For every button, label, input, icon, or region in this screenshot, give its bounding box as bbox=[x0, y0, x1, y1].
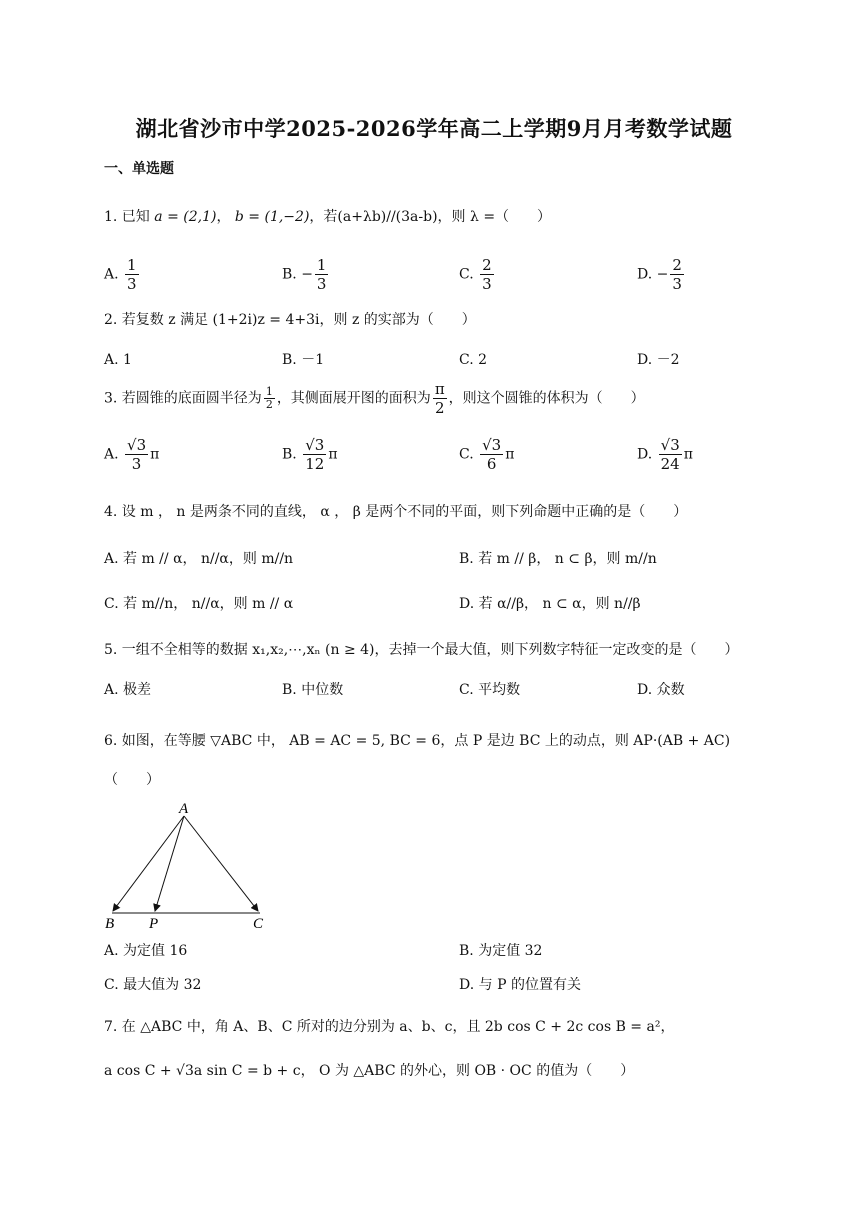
vector-ab bbox=[113, 816, 184, 911]
question-4-stem: 4. 设 m ， n 是两条不同的直线， α ， β 是两个不同的平面，则下列命题中正确的是（ ） bbox=[104, 504, 688, 520]
q6-option-b[interactable]: B. 为定值 32 bbox=[459, 943, 543, 959]
page-title: 湖北省沙市中学2025-2026学年高二上学期9月月考数学试题 bbox=[135, 116, 733, 141]
label-p: P bbox=[149, 916, 159, 932]
label-b: B bbox=[105, 916, 115, 932]
q3-option-d[interactable]: D. $\frac{√3}{24}$ π bbox=[637, 436, 693, 473]
q1-option-c[interactable]: C. $\frac{2}{3}$ bbox=[459, 256, 492, 293]
triangle-figure bbox=[100, 800, 270, 935]
q3-option-c[interactable]: C. $\frac{√3}{6}$ π bbox=[459, 436, 515, 473]
q5-option-b[interactable]: B. 中位数 bbox=[282, 682, 344, 698]
q6-option-d[interactable]: D. 与 P 的位置有关 bbox=[459, 977, 581, 993]
question-7-line-2: a cos C + √3a sin C = b + c， O 为 △ABC 的外心，则 OB · OC 的值为（ ） bbox=[104, 1063, 635, 1079]
label-c: C bbox=[253, 916, 264, 932]
vector-ap bbox=[155, 816, 184, 911]
section-heading: 一、单选题 bbox=[104, 161, 174, 177]
q2-option-b[interactable]: B. －1 bbox=[282, 352, 325, 368]
q4-option-b[interactable]: B. 若 m // β， n ⊂ β，则 m//n bbox=[459, 551, 657, 567]
label-a: A bbox=[179, 801, 189, 817]
q6-option-c[interactable]: C. 最大值为 32 bbox=[104, 977, 202, 993]
q5-option-c[interactable]: C. 平均数 bbox=[459, 682, 521, 698]
question-3-stem: 3. 若圆锥的底面圆半径为 $\frac{1}{2}$ ，其侧面展开图的面积为 $\frac{\pi}{2}$ ，则这个圆锥的体积为（ ） bbox=[104, 380, 645, 417]
q5-option-d[interactable]: D. 众数 bbox=[637, 682, 685, 698]
q2-option-c[interactable]: C. 2 bbox=[459, 352, 488, 368]
q5-option-a[interactable]: A. 极差 bbox=[104, 682, 152, 698]
q4-option-d[interactable]: D. 若 α//β， n ⊂ α，则 n//β bbox=[459, 596, 641, 612]
q1-option-b[interactable]: B. − $\frac{1}{3}$ bbox=[282, 256, 327, 293]
question-5-stem: 5. 一组不全相等的数据 x₁,x₂,⋯,xₙ (n ≥ 4)，去掉一个最大值，则下列数字特征一定改变的是（ ） bbox=[104, 642, 739, 658]
question-6-stem: 6. 如图，在等腰 ▽ABC 中， AB = AC = 5, BC = 6，点 P 是边 BC 上的动点，则 AP·(AB + AC) bbox=[104, 733, 731, 749]
q2-option-d[interactable]: D. －2 bbox=[637, 352, 680, 368]
question-7-line-1: 7. 在 △ABC 中，角 A、B、C 所对的边分别为 a、b、c，且 2b cos C + 2c cos B = a²， bbox=[104, 1019, 675, 1035]
question-2-stem: 2. 若复数 z 满足 (1+2i)z = 4+3i，则 z 的实部为（ ） bbox=[104, 312, 476, 328]
q3-option-a[interactable]: A. $\frac{√3}{3}$ π bbox=[104, 436, 160, 473]
vector-ac bbox=[184, 816, 258, 911]
q2-option-a[interactable]: A. 1 bbox=[104, 352, 132, 368]
q4-option-c[interactable]: C. 若 m//n， n//α，则 m // α bbox=[104, 596, 294, 612]
q1-option-a[interactable]: A. $\frac{1}{3}$ bbox=[104, 256, 137, 293]
q1-option-d[interactable]: D. − $\frac{2}{3}$ bbox=[637, 256, 682, 293]
q3-option-b[interactable]: B. $\frac{√3}{12}$ π bbox=[282, 436, 338, 473]
vector-a: a = (2,1) bbox=[154, 209, 217, 225]
q6-option-a[interactable]: A. 为定值 16 bbox=[104, 943, 188, 959]
question-6-paren: （ ） bbox=[104, 772, 160, 788]
vector-b: b = (1,−2) bbox=[234, 209, 310, 225]
question-1-stem: 1. 已知 a = (2,1)， b = (1,−2)，若(a+λb)//(3a-b)，则 λ =（ ） bbox=[104, 209, 552, 225]
q4-option-a[interactable]: A. 若 m // α， n//α，则 m//n bbox=[104, 551, 294, 567]
